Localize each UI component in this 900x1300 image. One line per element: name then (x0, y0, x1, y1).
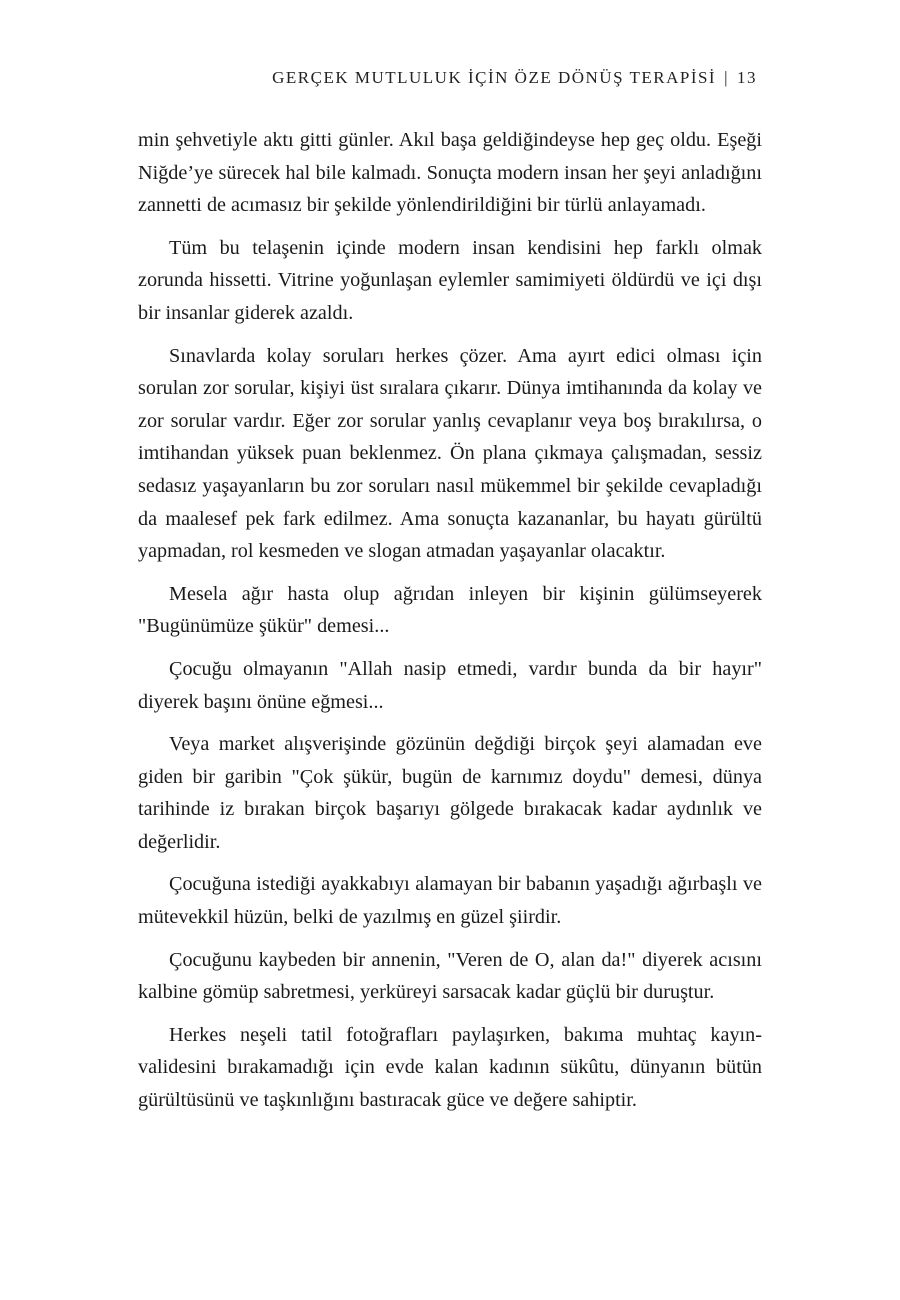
paragraph-8: Çocuğunu kaybeden bir annenin, "Veren de O, alan da!" diyerek acısını kalbine gömüp sabretmesi, yerküreyi sarsacak kadar güçlü bir duruştur. (138, 948, 762, 1004)
paragraph-4: Mesela ağır hasta olup ağrıdan inleyen bir kişinin gülümseyerek "Bugünümüze şükür" demesi... (138, 582, 762, 638)
paragraph-1: min şehvetiyle aktı gitti günler. Akıl başa geldiğindeyse hep geç oldu. Eşeği Niğde’ye sürecek hal bile kalmadı. Sonuçta modern insan her şeyi anladığını zannetti de acımasız bir şekilde yönlendirildiğini bir türlü anlayamadı. (138, 129, 762, 217)
paragraph-9: Herkes neşeli tatil fotoğrafları paylaşırken, bakıma muhtaç kayınvalidesini bırakamadığı için evde kalan kadının sükûtu, dünyanın bütün gürültüsünü ve taşkınlığını bastıracak güce ve değere sahiptir. (138, 1023, 762, 1112)
body-text (138, 124, 762, 1127)
running-header-title: GERÇEK MUTLULUK İÇİN ÖZE DÖNÜŞ TERAPİSİ (272, 68, 717, 87)
paragraph-2: Tüm bu telaşenin içinde modern insan kendisini hep farklı olmak zorunda hissetti. Vitrine yoğunlaşan eylemler samimiyeti öldürdü ve içi dışı bir insanlar giderek azaldı. (138, 236, 762, 324)
header-separator: | (724, 68, 729, 87)
paragraph-7: Çocuğuna istediği ayakkabıyı alamayan bir babanın yaşadığı ağırbaşlı ve mütevekkil hüzün, belki de yazılmış en güzel şiirdir. (138, 873, 762, 929)
paragraph-6: Veya market alışverişinde gözünün değdiği birçok şeyi alamadan eve giden bir garibin "Çok şükür, bugün de karnımız doydu" demesi, dünya tarihinde iz bırakan birçok başarıyı gölgede bırakacak kadar aydınlık ve değerlidir. (138, 733, 762, 853)
paragraph-5: Çocuğu olmayanın "Allah nasip etmedi, vardır bunda da bir hayır" diyerek başını önüne eğmesi... (138, 657, 762, 713)
page-number: 13 (737, 68, 757, 87)
running-header (272, 68, 757, 88)
paragraph-3: Sınavlarda kolay soruları herkes çözer. Ama ayırt edici olması için sorulan zor sorular, kişiyi üst sıralara çıkarır. Dünya imtihanında da kolay ve zor sorular vardır. Eğer zor sorular yanlış cevaplanır veya boş bırakılırsa, o imtihandan yüksek puan beklenmez. Ön plana çıkmaya çalışmadan, sessiz sedasız yaşayanların bu zor soruları nasıl mükemmel bir şekilde cevapladığı da maalesef pek fark edilmez. Ama sonuçta kazananlar, bu hayatı gürültü yapmadan, rol kesmeden ve slogan atmadan yaşayanlar olacaktır. (138, 344, 762, 563)
